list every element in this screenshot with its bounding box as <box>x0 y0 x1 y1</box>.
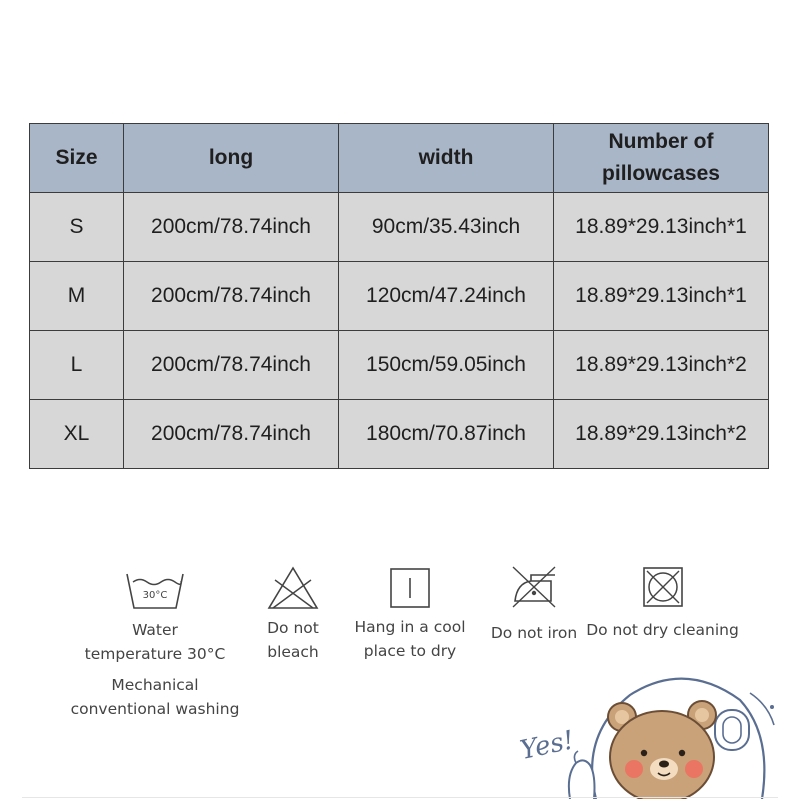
cell-width: 90cm/35.43inch <box>339 193 554 262</box>
wash-label-2: temperature 30°C <box>84 645 226 663</box>
care-dry <box>345 567 475 663</box>
cell-width: 150cm/59.05inch <box>339 331 554 400</box>
table-row <box>30 193 769 262</box>
yes-text: Yes! <box>517 725 577 766</box>
wash-label-4: conventional washing <box>70 700 240 718</box>
cell-pillowcases: 18.89*29.13inch*2 <box>554 331 769 400</box>
header-pillowcases: Number of pillowcases <box>554 124 769 193</box>
header-size: Size <box>30 124 124 193</box>
cell-width: 120cm/47.24inch <box>339 262 554 331</box>
cell-pillowcases: 18.89*29.13inch*1 <box>554 193 769 262</box>
table-row <box>30 331 769 400</box>
care-wash <box>60 570 250 721</box>
care-dryclean <box>585 566 740 642</box>
cell-pillowcases: 18.89*29.13inch*1 <box>554 262 769 331</box>
bottom-divider <box>22 797 778 798</box>
wash-label-3: Mechanical <box>111 676 199 694</box>
dry-label-2: place to dry <box>363 642 457 660</box>
cell-size: M <box>30 262 124 331</box>
cell-size: L <box>30 331 124 400</box>
bleach-label-2: bleach <box>267 643 319 661</box>
header-long: long <box>124 124 339 193</box>
care-iron <box>478 563 590 645</box>
cell-long: 200cm/78.74inch <box>124 193 339 262</box>
cell-long: 200cm/78.74inch <box>124 262 339 331</box>
header-width: width <box>339 124 554 193</box>
iron-label: Do not iron <box>490 624 578 642</box>
astronaut-bear-illustration <box>510 665 782 799</box>
cell-width: 180cm/70.87inch <box>339 400 554 469</box>
bleach-label-1: Do not <box>267 619 319 637</box>
no-iron-icon <box>509 563 559 609</box>
care-bleach <box>243 566 343 664</box>
wash-temp-badge: 30°C <box>142 590 168 601</box>
table-row <box>30 262 769 331</box>
table-header-row <box>30 124 769 193</box>
cell-size: XL <box>30 400 124 469</box>
wash-30-icon <box>125 570 185 612</box>
cell-long: 200cm/78.74inch <box>124 331 339 400</box>
dryclean-label: Do not dry cleaning <box>586 621 739 639</box>
wash-label-1: Water <box>132 621 178 639</box>
dry-label-1: Hang in a cool <box>354 618 466 636</box>
no-dry-clean-icon <box>642 566 684 608</box>
cell-pillowcases: 18.89*29.13inch*2 <box>554 400 769 469</box>
table-row <box>30 400 769 469</box>
size-table <box>29 123 769 469</box>
no-bleach-icon <box>267 566 319 610</box>
cell-size: S <box>30 193 124 262</box>
line-dry-icon <box>389 567 431 609</box>
cell-long: 200cm/78.74inch <box>124 400 339 469</box>
